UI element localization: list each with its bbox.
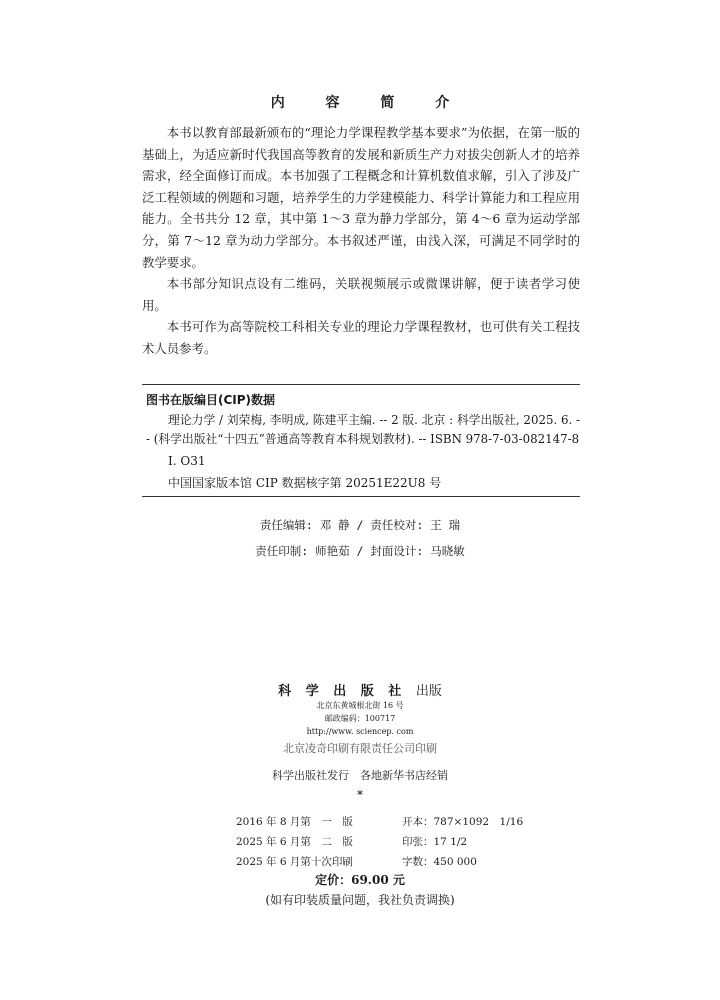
intro-paragraph: 本书以教育部最新颁布的“理论力学课程教学基本要求”为依据，在第一版的基础上，为适应新时代我国高等教育的发展和新质生产力对拔尖创新人才的培养需求，经全面修订而成。本书加强了工程概念和计算机数值求解，引入了涉及广泛工程领域的例题和习题，培养学生的力学建模能力、科学计算能力和工程应用能力。全书共分 12 章，其中第 1～3 章为静力学部分，第 4～6 章为运动学部分，第 7～12 章为动力学部分。本书叙述严谨，由浅入深，可满足不同学时的教学要求。 (142, 125, 580, 270)
publisher-name-text: 科 学 出 版 社 (278, 684, 407, 699)
quality-note: (如有印装质量问题，我社负责调换) (265, 893, 455, 907)
cip-classification: Ⅰ. O31 (168, 454, 206, 469)
cip-number: 中国国家版本馆 CIP 数据核字第 20251E22U8 号 (168, 476, 442, 491)
printer-line: 北京凌奇印刷有限责任公司印刷 (283, 742, 437, 755)
editor-line: 责任印制: 师艳茹 / 封面设计: 马晓敏 (255, 544, 465, 558)
page-title: 内 容 简 介 (270, 95, 468, 111)
edition-row (236, 812, 523, 832)
publisher-block (0, 680, 720, 738)
publisher-postcode: 邮政编码：100717 (324, 714, 396, 723)
intro-section (142, 122, 580, 360)
edition-table (236, 812, 523, 872)
edition-info: 2016 年 8 月第 一 版 (236, 816, 353, 828)
publisher-address: 北京东黄城根北街 16 号 (316, 701, 404, 710)
print-spec: 开本：787×1092 1/16 (402, 816, 524, 828)
intro-paragraph: 本书部分知识点设有二维码，关联视频展示或微课讲解，便于读者学习使用。 (142, 276, 580, 313)
edition-info: 2025 年 6 月第 二 版 (236, 836, 353, 848)
edition-info: 2025 年 6 月第十次印刷 (236, 856, 353, 868)
separator-star: * (357, 788, 363, 801)
publisher-suffix: 出版 (415, 684, 442, 699)
edition-row (236, 832, 523, 852)
cip-description: 理论力学 / 刘荣梅, 李明成, 陈建平主编. -- 2 版. 北京 : 科学出版社, 2025. 6. -- (科学出版社“十四五”普通高等教育本科规划教材). -- ISBN 978-7-03-082147-8 (146, 413, 580, 446)
editor-credits (0, 512, 720, 564)
publisher-url: http://www. sciencep. com (306, 727, 414, 736)
print-spec: 印张：17 1/2 (402, 836, 468, 848)
editor-line: 责任编辑: 邓 静 / 责任校对: 王 瑞 (259, 518, 461, 532)
cip-heading: 图书在版编目(CIP)数据 (146, 393, 276, 407)
intro-paragraph: 本书可作为高等院校工科相关专业的理论力学课程教材，也可供有关工程技术人员参考。 (142, 319, 580, 356)
distribution-line: 科学出版社发行 各地新华书店经销 (272, 769, 448, 782)
price-label: 定价：69.00 元 (315, 873, 405, 887)
edition-row (236, 852, 523, 872)
print-spec: 字数：450 000 (402, 856, 477, 868)
publisher-name (0, 680, 720, 699)
cip-block (142, 384, 580, 497)
